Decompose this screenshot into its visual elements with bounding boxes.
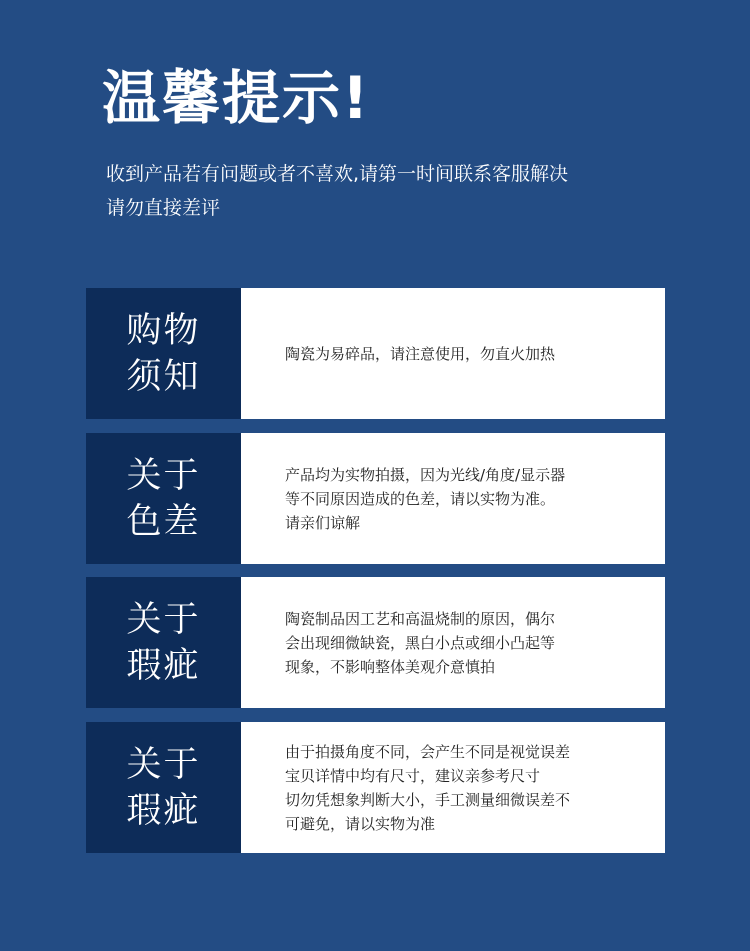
card-text-line: 等不同原因造成的色差，请以实物为准。 [285, 489, 556, 508]
card-label-line: 瑕疵 [126, 790, 201, 831]
card-text-line: 切勿凭想象判断大小，手工测量细微误差不 [285, 790, 571, 809]
notice-card-size [86, 722, 665, 853]
card-text-line: 现象，不影响整体美观介意慎拍 [285, 657, 496, 676]
card-label [86, 577, 241, 708]
card-text-line: 宝贝详情中均有尺寸，建议亲参考尺寸 [285, 766, 541, 785]
intro-line: 收到产品若有问题或者不喜欢,请第一时间联系客服解决 [106, 163, 569, 185]
card-label-line: 关于 [126, 599, 201, 640]
card-label [86, 433, 241, 564]
card-label [86, 288, 241, 419]
card-text-line: 陶瓷制品因工艺和高温烧制的原因，偶尔 [285, 609, 556, 628]
card-label-line: 关于 [126, 455, 201, 496]
card-body [241, 577, 665, 708]
card-label-line: 购物 [126, 310, 201, 351]
card-text-line: 由于拍摄角度不同，会产生不同是视觉误差 [285, 742, 571, 761]
card-body [241, 288, 665, 419]
intro-line: 请勿直接差评 [106, 197, 221, 219]
card-text-line: 产品均为实物拍摄，因为光线/角度/显示器 [285, 465, 566, 484]
card-label-line: 色差 [126, 501, 201, 542]
notice-card-defect [86, 577, 665, 708]
card-text-line: 陶瓷为易碎品，请注意使用，勿直火加热 [285, 344, 556, 363]
card-text-line: 请亲们谅解 [285, 513, 361, 532]
page-title: 温馨提示! [102, 64, 371, 132]
notice-card-color [86, 433, 665, 564]
card-text-line: 会出现细微缺瓷，黑白小点或细小凸起等 [285, 633, 556, 652]
card-body [241, 433, 665, 564]
notice-card-shopping [86, 288, 665, 419]
card-text-line: 可避免，请以实物为准 [285, 814, 436, 833]
card-label-line: 关于 [126, 744, 201, 785]
card-label-line: 须知 [126, 356, 201, 397]
intro-text [106, 157, 568, 225]
card-label-line: 瑕疵 [126, 645, 201, 686]
card-label [86, 722, 241, 853]
card-body [241, 722, 665, 853]
